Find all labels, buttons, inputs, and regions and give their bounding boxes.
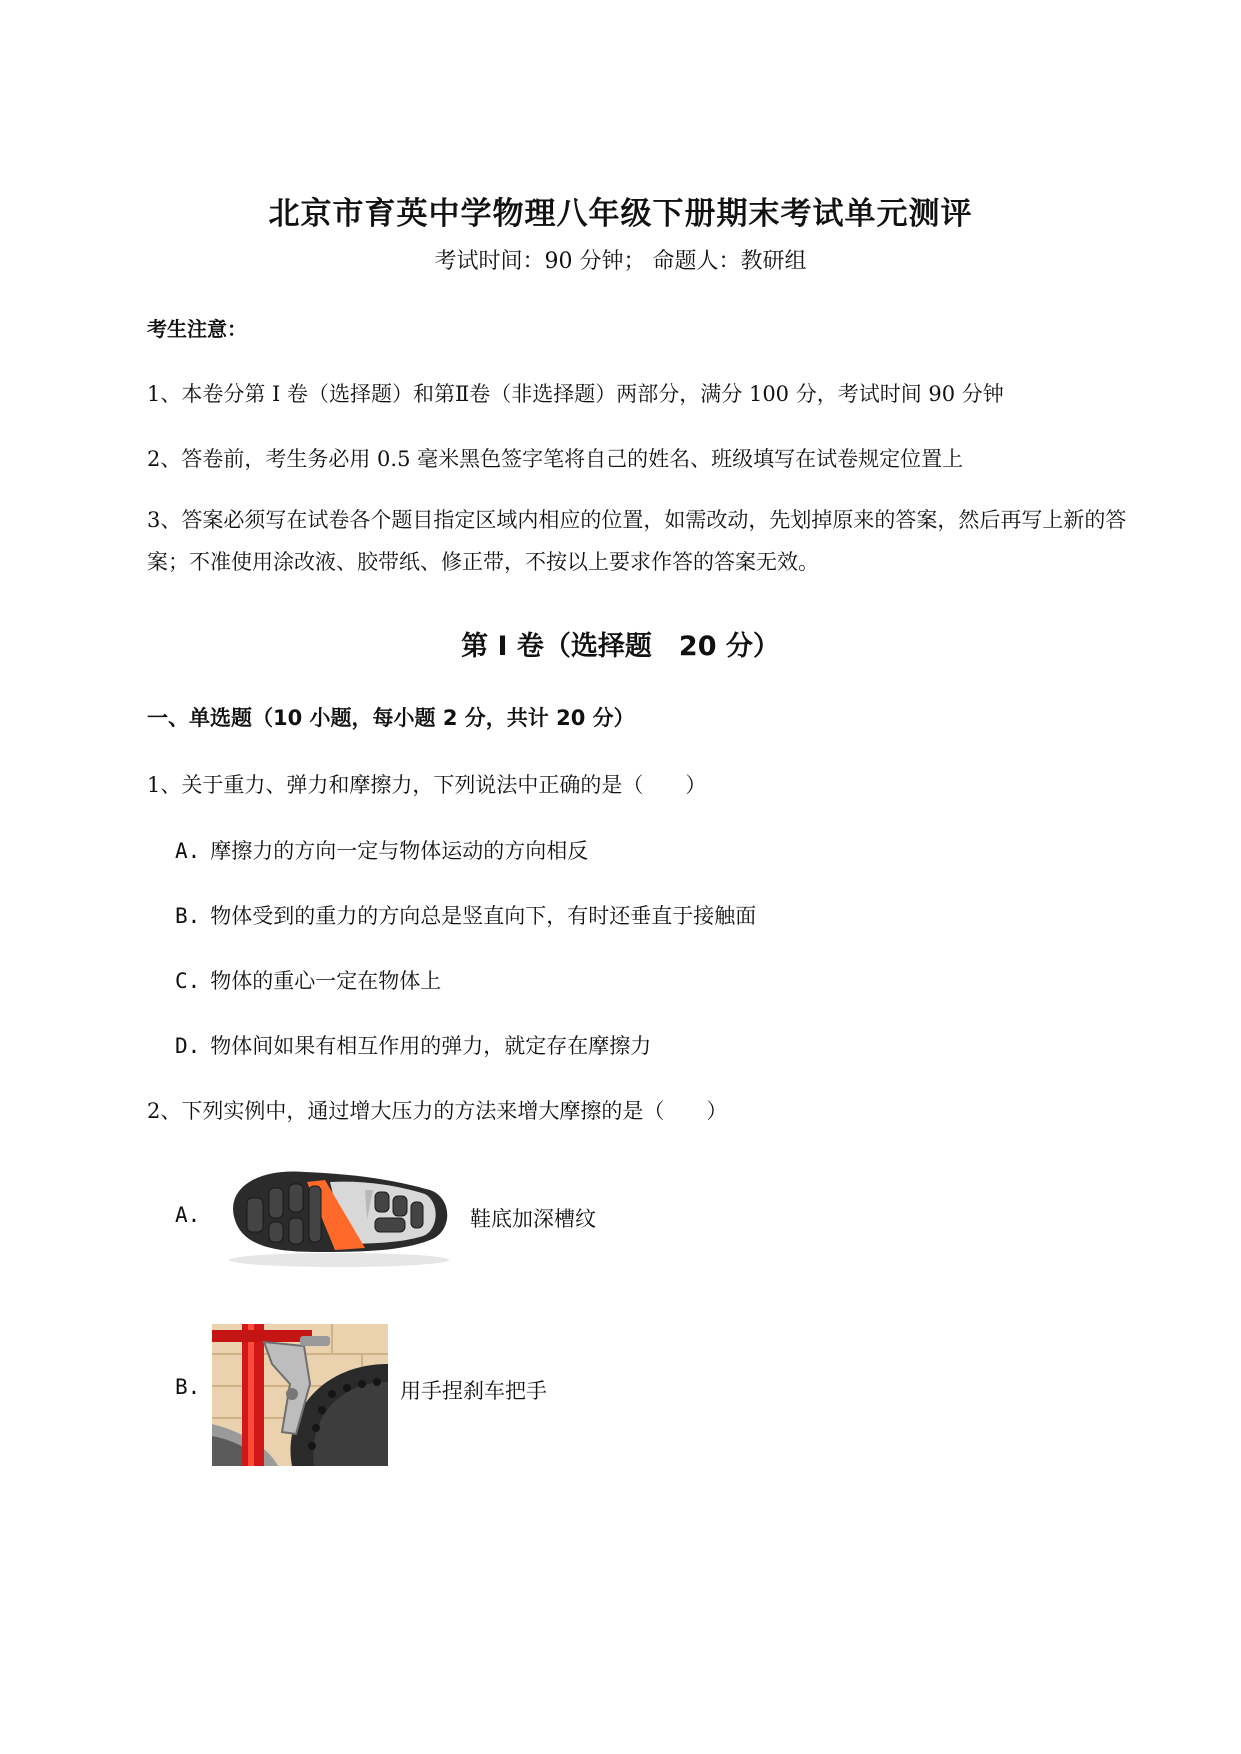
question-2-option-b-label: B. [175,1375,201,1399]
question-1-stem: 1、关于重力、弹力和摩擦力，下列说法中正确的是（ ） [147,773,707,797]
option-label: C. [175,969,201,993]
exam-title: 北京市育英中学物理八年级下册期末考试单元测评 [268,196,973,232]
option-label: B. [175,904,201,928]
section-title: 第 I 卷（选择题 20 分） [461,631,780,662]
question-2-stem: 2、下列实例中，通过增大压力的方法来增大摩擦的是（ ） [147,1099,728,1123]
question-1-option-a [175,835,588,865]
shoe-sole-image [215,1160,455,1270]
question-1-option-d [175,1030,651,1060]
option-text: 摩擦力的方向一定与物体运动的方向相反 [210,839,589,863]
notice-item-1: 1、本卷分第 I 卷（选择题）和第Ⅱ卷（非选择题）两部分，满分 100 分，考试时间 90 分钟 [147,382,1004,406]
option-text: 物体间如果有相互作用的弹力，就定存在摩擦力 [210,1034,652,1058]
question-1-option-b [175,900,756,930]
question-group-heading: 一、单选题（10 小题，每小题 2 分，共计 20 分） [147,706,635,730]
option-label: A. [175,839,201,863]
question-1-option-c [175,965,441,995]
question-2-option-a-label: A. [175,1203,201,1227]
bicycle-brake-image [212,1324,388,1466]
notice-item-3: 3、答案必须写在试卷各个题目指定区域内相应的位置，如需改动，先划掉原来的答案，然后再写上新的答案；不准使用涂改液、胶带纸、修正带，不按以上要求作答的答案无效。 [147,508,1127,574]
option-label: D. [175,1034,201,1058]
option-text: 物体的重心一定在物体上 [210,969,442,993]
exam-subtitle: 考试时间：90 分钟； 命题人：教研组 [434,249,807,274]
notice-item-2: 2、答卷前，考生务必用 0.5 毫米黑色签字笔将自己的姓名、班级填写在试卷规定位置上 [147,447,964,471]
question-2-option-b-text: 用手捏刹车把手 [400,1379,547,1403]
notice-heading: 考生注意： [147,317,247,341]
option-text: 物体受到的重力的方向总是竖直向下，有时还垂直于接触面 [210,904,757,928]
question-2-option-a-text: 鞋底加深槽纹 [470,1207,596,1231]
